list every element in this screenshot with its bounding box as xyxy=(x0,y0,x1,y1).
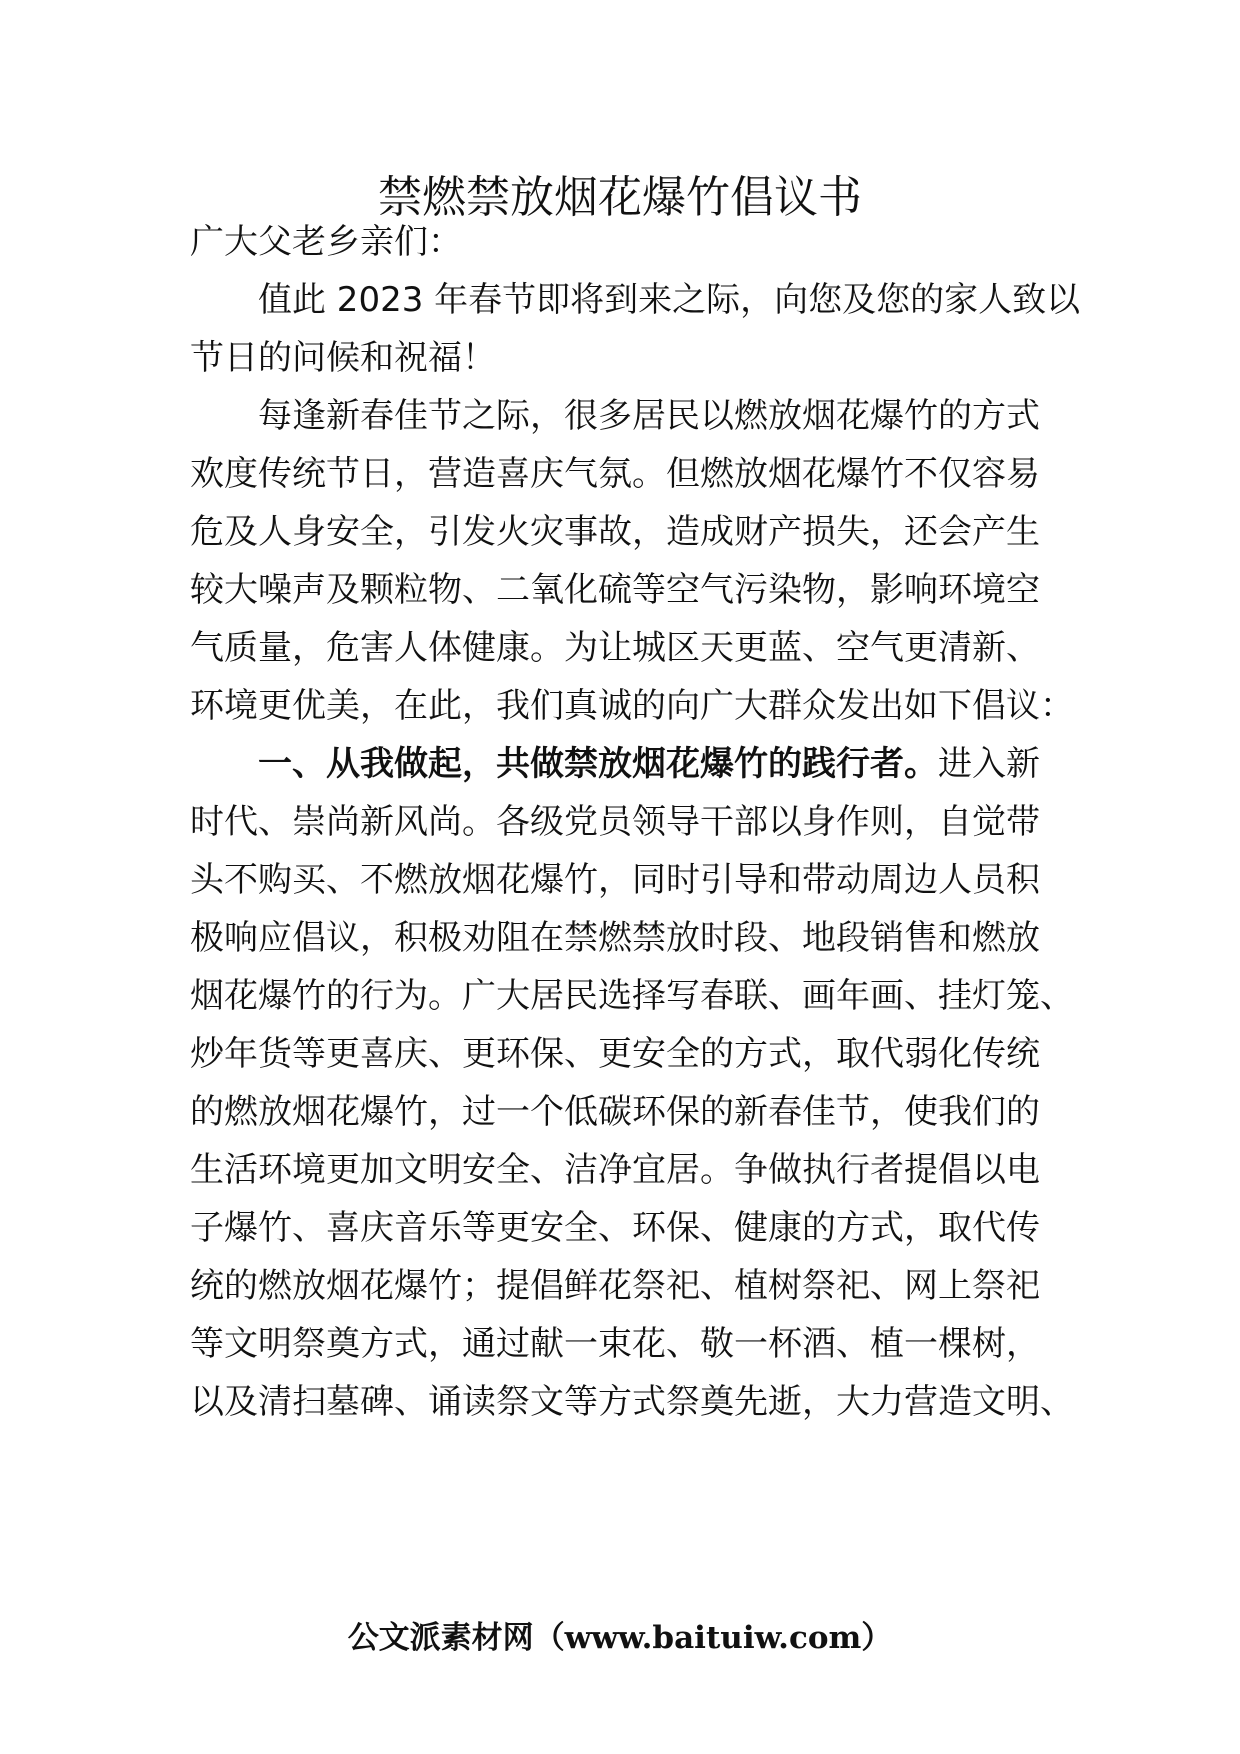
document-title: 禁燃禁放烟花爆竹倡议书 xyxy=(378,172,862,223)
section-1-first-line xyxy=(258,742,1040,786)
paragraph-line: 每逢新春佳节之际，很多居民以燃放烟花爆竹的方式 xyxy=(258,396,1040,436)
paragraph-line: 值此 2023 年春节即将到来之际，向您及您的家人致以 xyxy=(258,280,1081,320)
paragraph-line: 的燃放烟花爆竹，过一个低碳环保的新春佳节，使我们的 xyxy=(190,1092,1040,1132)
footer-site-name: 公文派素材网 xyxy=(347,1620,534,1656)
footer-url: （www.baituiw.com） xyxy=(533,1620,893,1656)
paragraph-line: 烟花爆竹的行为。广大居民选择写春联、画年画、挂灯笼、 xyxy=(190,976,1074,1016)
paragraph-line: 子爆竹、喜庆音乐等更安全、环保、健康的方式，取代传 xyxy=(190,1208,1040,1248)
paragraph-line: 危及人身安全，引发火灾事故，造成财产损失，还会产生 xyxy=(190,512,1040,552)
section-1-lead-text: 进入新 xyxy=(938,744,1040,784)
paragraph-line: 等文明祭奠方式，通过献一束花、敬一杯酒、植一棵树， xyxy=(190,1324,1040,1364)
paragraph-line: 时代、崇尚新风尚。各级党员领导干部以身作则，自觉带 xyxy=(190,802,1040,842)
paragraph-line: 生活环境更加文明安全、洁净宜居。争做执行者提倡以电 xyxy=(190,1150,1040,1190)
paragraph-line: 节日的问候和祝福！ xyxy=(190,338,496,378)
paragraph-line: 气质量，危害人体健康。为让城区天更蓝、空气更清新、 xyxy=(190,628,1040,668)
paragraph-line: 统的燃放烟花爆竹；提倡鲜花祭祀、植树祭祀、网上祭祀 xyxy=(190,1266,1040,1306)
paragraph-line: 环境更优美，在此，我们真诚的向广大群众发出如下倡议： xyxy=(190,686,1074,726)
paragraph-line: 头不购买、不燃放烟花爆竹，同时引导和带动周边人员积 xyxy=(190,860,1040,900)
paragraph-line: 较大噪声及颗粒物、二氧化硫等空气污染物，影响环境空 xyxy=(190,570,1040,610)
paragraph-line: 炒年货等更喜庆、更环保、更安全的方式，取代弱化传统 xyxy=(190,1034,1040,1074)
footer-watermark xyxy=(0,1616,1240,1660)
paragraph-line: 欢度传统节日，营造喜庆气氛。但燃放烟花爆竹不仅容易 xyxy=(190,454,1040,494)
section-1-heading: 一、从我做起，共做禁放烟花爆竹的践行者。 xyxy=(258,744,938,784)
paragraph-line: 极响应倡议，积极劝阻在禁燃禁放时段、地段销售和燃放 xyxy=(190,918,1040,958)
paragraph-line: 以及清扫墓碑、诵读祭文等方式祭奠先逝，大力营造文明、 xyxy=(190,1382,1074,1422)
salutation: 广大父老乡亲们： xyxy=(190,222,462,262)
